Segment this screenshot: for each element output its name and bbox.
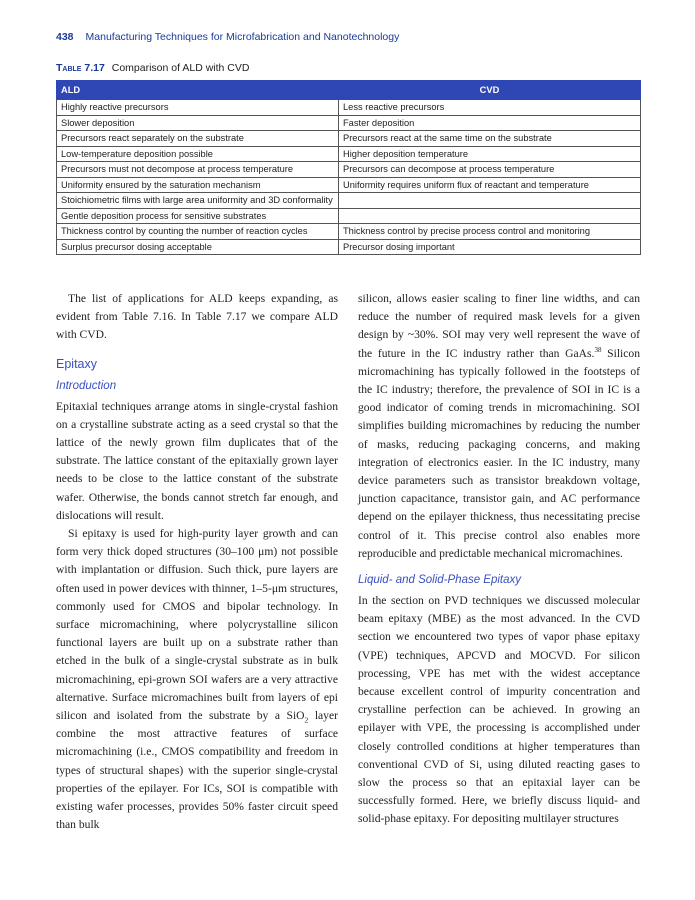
reference-superscript: 38	[594, 345, 602, 354]
paragraph: In the section on PVD techniques we discussed molecular beam epitaxy (MBE) as the most advanced. In the CVD section we encountered two types of vapor phase epitaxy (VPE) techniques, APCVD and MOCVD. For silicon processing, VPE has met with the widest acceptance because excellent control of impurity concentration and crystalline perfection can be achieved. In growing an epilayer with VPE, the processing is accomplished under closely controlled conditions at higher temperatures than conventional CVD of Si, using diluted reacting gases to slow the process so that an epitaxial layer can be successfully formed. Here, we briefly discuss liquid- and solid-phase epitaxy. For depositing multilayer structures	[358, 594, 640, 826]
page-number: 438	[56, 31, 74, 43]
header-ald: ALD	[57, 81, 339, 100]
table-cell: Thickness control by precise process control and monitoring	[339, 224, 641, 240]
text-run: layer combine the most attractive features of surface micromachining (i.e., CMOS compatibility and freedom in types of structural shapes) with the superior single-crystal properties of the epilayer. For ICs, SOI is compatible with existing wafer processes, provides 50% faster circuit speed than bulk	[56, 709, 338, 832]
table-cell: Surplus precursor dosing acceptable	[57, 239, 339, 255]
comparison-table	[56, 80, 641, 255]
table-cell: Higher deposition temperature	[339, 146, 641, 162]
table-caption	[56, 62, 249, 74]
table-cell: Low-temperature deposition possible	[57, 146, 339, 162]
table-cell: Uniformity requires uniform flux of reactant and temperature	[339, 177, 641, 193]
paragraph: The list of applications for ALD keeps expanding, as evident from Table 7.16. In Table 7.17 we compare ALD with CVD.	[56, 292, 338, 342]
section-heading-epitaxy: Epitaxy	[56, 356, 97, 371]
subsection-heading-liquid-solid-phase-epitaxy: Liquid- and Solid-Phase Epitaxy	[358, 574, 522, 587]
table-row	[57, 193, 641, 209]
table-cell: Less reactive precursors	[339, 100, 641, 116]
header-cvd: CVD	[339, 81, 641, 100]
table-cell: Precursors must not decompose at process temperature	[57, 162, 339, 178]
table-row	[57, 162, 641, 178]
table-row	[57, 146, 641, 162]
table-cell: Uniformity ensured by the saturation mechanism	[57, 177, 339, 193]
left-column	[56, 290, 338, 834]
table-cell: Thickness control by counting the number of reaction cycles	[57, 224, 339, 240]
paragraph	[56, 525, 338, 834]
table-cell: Highly reactive precursors	[57, 100, 339, 116]
text-run: silicon, allows easier scaling to finer line widths, and can reduce the number of required mask levels for a given design by ~30%. SOI may very well represent the wave of the future in the IC industry rather than GaAs.	[358, 292, 640, 360]
table-cell	[339, 193, 641, 209]
table-row	[57, 115, 641, 131]
table-row	[57, 177, 641, 193]
table-label: Table 7.17	[56, 62, 105, 74]
table-row	[57, 100, 641, 116]
text-run: Si epitaxy is used for high-purity layer growth and can form very thick doped structures (30–100 μm) not possible with implantation or diffusion. Such thick, pure layers are often used in power devices with thinner, 1–5-μm structures, commonly used for CMOS and bipolar technology. In surface micromachining, where polycrystalline silicon functional layers are built up on a substrate rather than etched in the bulk of a single-crystal substrate as in bulk micromachining, epi-grown SOI wafers are a very attractive alternative. Surface micromachines built from layers of epi silicon and isolated from the substrate by a SiO	[56, 527, 338, 723]
table-cell: Faster deposition	[339, 115, 641, 131]
table-caption-text: Comparison of ALD with CVD	[111, 62, 250, 74]
table-row	[57, 208, 641, 224]
table-cell: Precursors react separately on the substrate	[57, 131, 339, 147]
subscript: 2	[304, 715, 309, 725]
table-cell: Stoichiometric films with large area uniformity and 3D conformality	[57, 193, 339, 209]
table-cell: Precursors react at the same time on the substrate	[339, 131, 641, 147]
table-row	[57, 131, 641, 147]
table-cell: Precursors can decompose at process temperature	[339, 162, 641, 178]
running-title: Manufacturing Techniques for Microfabrication and Nanotechnology	[85, 31, 400, 43]
text-run: Silicon micromachining has typically followed in the footsteps of the IC industry; therefore, the prevalence of SOI in IC is a good indicator of coming trends in micromachining. SOI simplifies building micromachines by reducing the number of masks, reducing packaging concerns, and making integration of electronics easier. In the IC industry, many device parameters such as transistor breakdown voltage, junction capacitance, transistor gain, and AC performance depend on the epilayer thickness, thus necessitating precise control of it. This precise control also enables more reproducible and predictable mechanical micromachines.	[358, 346, 640, 560]
paragraph	[358, 290, 640, 563]
table-cell: Gentle deposition process for sensitive substrates	[57, 208, 339, 224]
subsection-heading-introduction: Introduction	[56, 379, 117, 392]
table-row	[57, 224, 641, 240]
table-row	[57, 239, 641, 255]
table-cell: Precursor dosing important	[339, 239, 641, 255]
paragraph: Epitaxial techniques arrange atoms in single-crystal fashion on a crystalline substrate acting as a seed crystal so that the lattice of the newly grown film duplicates that of the substrate. The lattice constant of the epitaxially grown layer needs to be close to the lattice constant of the substrate wafer. Otherwise, the bonds cannot stretch far enough, and dislocations will result.	[56, 399, 338, 522]
right-column	[358, 290, 640, 829]
table-cell: Slower deposition	[57, 115, 339, 131]
table-header-row	[57, 81, 641, 100]
table-cell	[339, 208, 641, 224]
running-header	[56, 31, 399, 43]
